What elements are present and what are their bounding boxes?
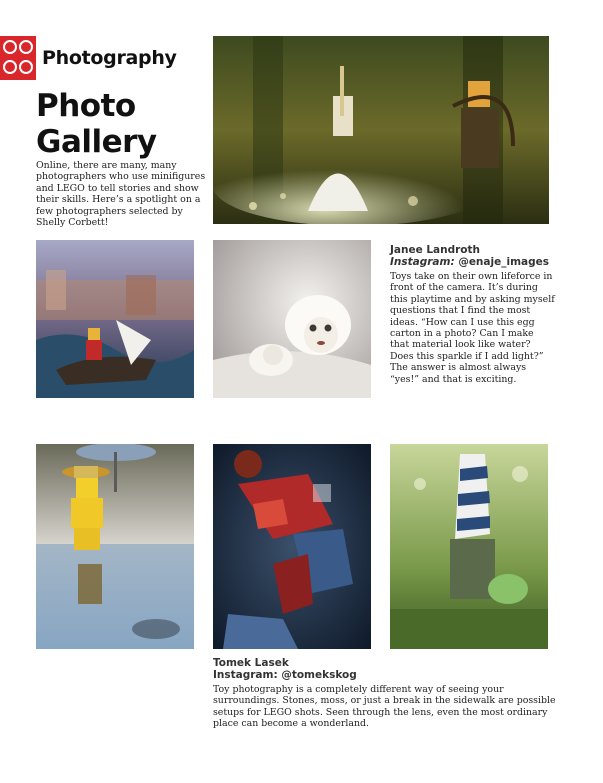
photographer-quote: Toy photography is a completely different way of seeing your surroundings. Stones, moss, or just a break in the sidewalk are possible setups for LEGO shots. Seen through the lens, even the most ordinary place can become a wonderland. xyxy=(213,684,556,730)
instagram-handle: Instagram: @tomekskog xyxy=(213,669,357,681)
photo-lamb xyxy=(213,240,371,398)
photographer-name: Janee Landroth xyxy=(390,244,481,256)
photographer-name: Tomek Lasek xyxy=(213,657,289,669)
section-title: Photography xyxy=(42,47,177,69)
photographer-credit-tomek xyxy=(213,657,558,730)
lego-brick-logo-icon xyxy=(0,36,36,80)
photo-moss-figures xyxy=(390,444,548,649)
photographer-credit-janee xyxy=(390,244,555,385)
photographer-quote: Toys take on their own lifeforce in front of the camera. It’s during this playtime and by asking myself questions that I find the most ideas. “How can I use this egg carton in a photo? Can I make that material look like water? Does this sparkle if I add light?” The answer is almost always “yes!” and that is exciting. xyxy=(390,271,555,385)
page-title: Photo Gallery xyxy=(36,88,157,160)
intro-paragraph: Online, there are many, many photographers who use minifigures and LEGO to tell stories and show their skills. Here’s a spotlight on a few photographers selected by Shelly Corbett! xyxy=(36,160,206,229)
photo-umbrella-reflection xyxy=(36,444,194,649)
instagram-handle: Instagram: @enaje_images xyxy=(390,256,549,268)
photo-knight-forest xyxy=(213,36,549,224)
photo-pirate-boat xyxy=(36,240,194,398)
photo-robot-mech xyxy=(213,444,371,649)
